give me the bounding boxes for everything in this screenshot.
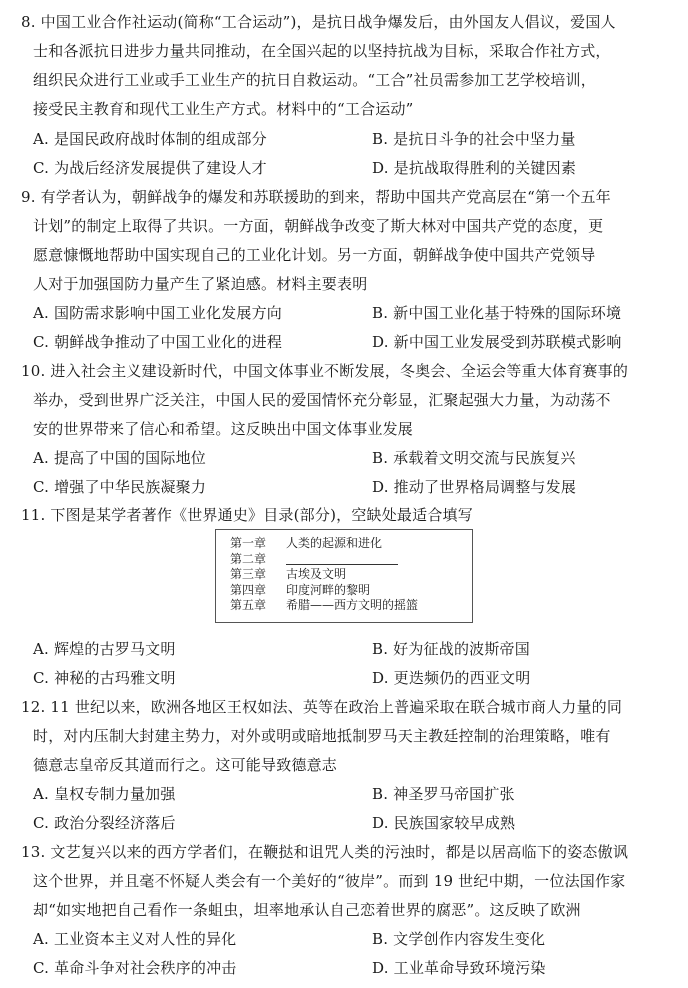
toc-title: 人类的起源和进化 (286, 536, 383, 550)
question-8-stem-line: 组织民众进行工业或手工业生产的抗日自救运动。“工合”社员需参加工艺学校培训， (33, 71, 596, 89)
toc-title: 印度河畔的黎明 (286, 582, 371, 597)
question-10-option-a: A. 提高了中国的国际地位 (33, 449, 206, 467)
question-9-option-d: D. 新中国工业发展受到苏联模式影响 (372, 333, 622, 351)
question-11-option-a: A. 辉煌的古罗马文明 (33, 640, 176, 658)
toc-row (230, 598, 472, 614)
table-of-contents-box (215, 529, 473, 623)
question-13-option-c: C. 革命斗争对社会秩序的冲击 (33, 959, 237, 977)
toc-chapter: 第三章 (230, 567, 267, 581)
question-12-stem-line: 德意志皇帝反其道而行之。这可能导致德意志 (33, 756, 338, 774)
question-10-stem-line: 10. 进入社会主义建设新时代，中国文体事业不断发展，冬奥会、全运会等重大体育赛事的 (21, 362, 629, 380)
question-10-stem-line: 举办，受到世界广泛关注，中国人民的爱国情怀充分彰显，汇聚起强大力量，为动荡不 (33, 391, 611, 409)
question-12-stem-line: 时，对内压制大封建主势力，对外或明或暗地抵制罗马天主教廷控制的治理策略，唯有 (33, 727, 611, 745)
question-13-option-a: A. 工业资本主义对人性的异化 (33, 930, 237, 948)
question-9-option-c: C. 朝鲜战争推动了中国工业化的进程 (33, 333, 283, 351)
toc-chapter: 第二章 (230, 551, 267, 566)
question-13-option-d: D. 工业革命导致环境污染 (372, 959, 546, 977)
question-9-stem-line: 人对于加强国防力量产生了紧迫感。材料主要表明 (33, 275, 368, 293)
question-13-stem-line: 这个世界，并且毫不怀疑人类会有一个美好的“彼岸”。而到 19 世纪中期，一位法国作家 (33, 872, 626, 890)
toc-title: 古埃及文明 (286, 567, 347, 581)
question-8-stem-line: 士和各派抗日进步力量共同推动，在全国兴起的以坚持抗战为目标，采取合作社方式， (33, 42, 611, 60)
toc-title: 希腊——西方文明的摇篮 (286, 598, 419, 612)
question-13-option-b: B. 文学创作内容发生变化 (372, 930, 546, 948)
question-10-option-c: C. 增强了中华民族凝聚力 (33, 478, 207, 496)
question-8-option-b: B. 是抗日斗争的社会中坚力量 (372, 130, 576, 148)
toc-row (230, 583, 472, 599)
question-8-option-a: A. 是国民政府战时体制的组成部分 (33, 130, 267, 148)
question-8-stem-line: 接受民主教育和现代工业生产方式。材料中的“工合运动” (33, 100, 414, 118)
question-8-stem-line: 8. 中国工业合作社运动(简称“工合运动”)，是抗日战争爆发后，由外国友人倡议，爱国人 (21, 13, 616, 31)
toc-row (230, 567, 472, 583)
toc-chapter: 第五章 (230, 598, 267, 612)
question-11-option-d: D. 更迭频仍的西亚文明 (372, 669, 531, 687)
question-9-option-a: A. 国防需求影响中国工业化发展方向 (33, 304, 282, 322)
question-12-option-d: D. 民族国家较早成熟 (372, 814, 516, 832)
question-11-stem-line: 11. 下图是某学者著作《世界通史》目录(部分)，空缺处最适合填写 (21, 506, 473, 524)
toc-blank-line (286, 553, 398, 565)
question-12-option-c: C. 政治分裂经济落后 (33, 814, 176, 832)
question-10-stem-line: 安的世界带来了信心和希望。这反映出中国文体事业发展 (33, 420, 414, 438)
question-12-option-a: A. 皇权专制力量加强 (33, 785, 176, 803)
question-9-stem-line: 愿意慷慨地帮助中国实现自己的工业化计划。另一方面，朝鲜战争使中国共产党领导 (33, 246, 596, 264)
question-10-option-b: B. 承载着文明交流与民族复兴 (372, 449, 576, 467)
toc-chapter: 第一章 (230, 536, 267, 550)
question-10-option-d: D. 推动了世界格局调整与发展 (372, 478, 577, 496)
question-8-option-d: D. 是抗战取得胜利的关键因素 (372, 159, 577, 177)
toc-row (230, 552, 472, 568)
question-12-option-b: B. 神圣罗马帝国扩张 (372, 785, 515, 803)
toc-chapter: 第四章 (230, 582, 267, 597)
toc-row (230, 536, 472, 552)
question-11-option-c: C. 神秘的古玛雅文明 (33, 669, 176, 687)
question-9-stem-line: 9. 有学者认为，朝鲜战争的爆发和苏联援助的到来，帮助中国共产党高层在“第一个五年 (21, 188, 611, 206)
question-13-stem-line: 13. 文艺复兴以来的西方学者们，在鞭挞和诅咒人类的污浊时，都是以居高临下的姿态傲讽 (21, 843, 629, 861)
question-9-stem-line: 计划”的制定上取得了共识。一方面，朝鲜战争改变了斯大林对中国共产党的态度，更 (33, 217, 604, 235)
question-12-stem-line: 12. 11 世纪以来，欧洲各地区王权如法、英等在政治上普遍采取在联合城市商人力量的同 (21, 698, 623, 716)
question-9-option-b: B. 新中国工业化基于特殊的国际环境 (372, 304, 622, 322)
question-13-stem-line: 却“如实地把自己看作一条蛆虫，坦率地承认自己恋着世界的腐恶”。这反映了欧洲 (33, 901, 581, 919)
question-8-option-c: C. 为战后经济发展提供了建设人才 (33, 159, 267, 177)
question-11-option-b: B. 好为征战的波斯帝国 (372, 640, 530, 658)
